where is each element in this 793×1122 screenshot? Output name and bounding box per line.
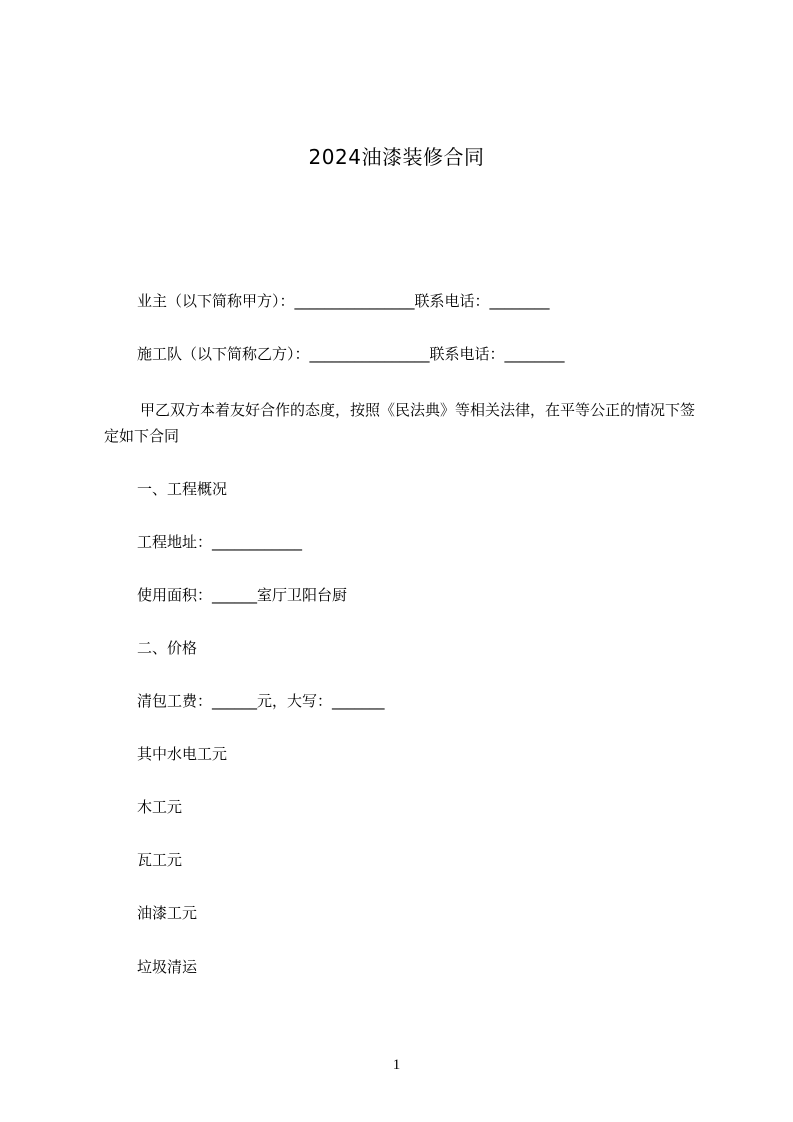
section-heading-project-overview: 一、工程概况 xyxy=(137,480,228,498)
owner-line: 业主（以下简称甲方）：________________联系电话：________ xyxy=(137,292,550,310)
project-address-line: 工程地址：____________ xyxy=(137,533,303,551)
list-item: 其中水电工元 xyxy=(137,745,228,763)
document-title: 2024油漆装修合同 xyxy=(308,145,485,169)
list-item: 木工元 xyxy=(137,798,183,816)
intro-paragraph: 甲乙双方本着友好合作的态度，按照《民法典》等相关法律，在平等公正的情况下签定如下合同 xyxy=(104,401,696,445)
section-heading-price: 二、价格 xyxy=(137,639,198,657)
list-item: 油漆工元 xyxy=(137,904,198,922)
list-item: 垃圾清运 xyxy=(137,958,198,976)
package-fee-line: 清包工费：______元，大写：_______ xyxy=(137,692,385,710)
contractor-line: 施工队（以下简称乙方）：________________联系电话：________ xyxy=(137,345,565,363)
list-item: 瓦工元 xyxy=(137,851,183,869)
usage-area-line: 使用面积：______室厅卫阳台厨 xyxy=(137,586,348,604)
page-number: 1 xyxy=(392,1057,401,1073)
